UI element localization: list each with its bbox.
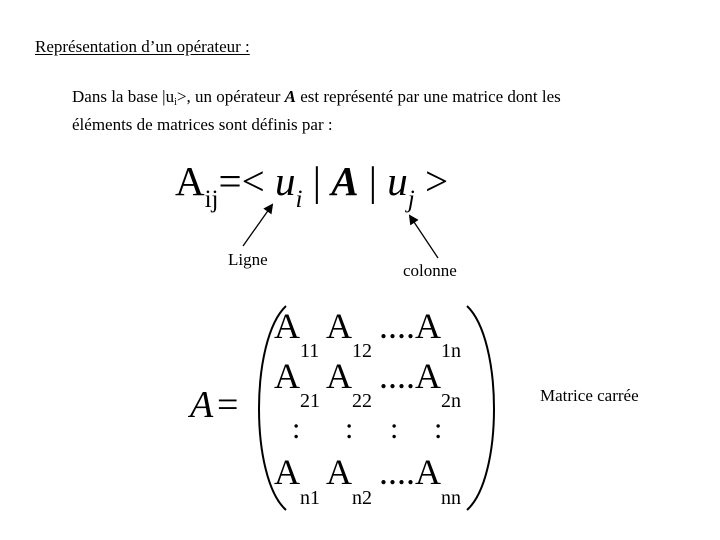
intro-line-2: éléments de matrices sont définis par :	[72, 115, 333, 134]
intro-after-text: est représenté par une matrice dont les	[295, 87, 561, 106]
colonne-label: colonne	[403, 261, 457, 280]
matrix-row2-col2-subscript: 22	[352, 390, 372, 412]
matrix-row2-col2-letter: A	[326, 356, 352, 396]
matrix-row2-coln-letter: A	[415, 356, 441, 396]
ligne-arrow	[243, 205, 272, 246]
matrix-row1-ellipsis: ....	[379, 306, 415, 346]
formula-separator-2: |	[358, 158, 388, 204]
matrix-equals: =	[217, 384, 239, 426]
matrix-row4-ellipsis: ....	[379, 452, 415, 492]
colonne-arrow	[410, 216, 438, 258]
formula-ket: u	[387, 158, 408, 204]
formula-open: =<	[218, 158, 276, 204]
formula-lhs: A	[175, 158, 205, 204]
intro-basis-subscript: i	[174, 97, 177, 108]
formula-bra-subscript: i	[295, 186, 303, 213]
formula-bra: u	[275, 158, 296, 204]
matrix-row2-col1-subscript: 21	[300, 390, 320, 412]
matrix-vdots-col2: :	[345, 412, 354, 445]
matrix-name: A	[190, 384, 214, 426]
formula-close: >	[414, 158, 449, 204]
matrix-row4-col1-subscript: n1	[300, 487, 320, 509]
intro-mid-text: >, un opérateur	[176, 87, 285, 106]
matrix-row1-col1-letter: A	[274, 306, 300, 346]
matrix-row2-coln-subscript: 2n	[441, 390, 461, 412]
formula-separator-1: |	[302, 158, 332, 204]
formula-operator: A	[331, 158, 359, 204]
matrix-row4-coln-subscript: nn	[441, 487, 461, 509]
intro-operator-symbol: A	[284, 87, 296, 106]
slide-title: Représentation d’un opérateur :	[35, 37, 250, 56]
formula-ket-subscript: j	[407, 186, 415, 213]
matrix-vdots-col1: :	[292, 412, 301, 445]
matrix-left-parenthesis	[259, 306, 286, 510]
matrix-row4-col1-letter: A	[274, 452, 300, 492]
ligne-label: Ligne	[228, 250, 268, 269]
matrice-carree-label: Matrice carrée	[540, 386, 639, 405]
matrix-row1-col1-subscript: 11	[300, 340, 320, 362]
matrix-row1-col2-subscript: 12	[352, 340, 372, 362]
matrix-row4-col2-subscript: n2	[352, 487, 372, 509]
matrix-vdots-coln: :	[434, 412, 443, 445]
matrix-row1-coln-subscript: 1n	[441, 340, 461, 362]
matrix-row2-col1-letter: A	[274, 356, 300, 396]
formula-lhs-subscript: ij	[204, 186, 219, 213]
matrix-right-parenthesis	[467, 306, 494, 510]
matrix-row1-coln-letter: A	[415, 306, 441, 346]
matrix-row4-coln-letter: A	[415, 452, 441, 492]
matrix-vdots-col3: :	[390, 412, 399, 445]
matrix-row2-ellipsis: ....	[379, 356, 415, 396]
matrix-row4-col2-letter: A	[326, 452, 352, 492]
intro-basis-text: Dans la base |u	[72, 87, 175, 106]
matrix-row1-col2-letter: A	[326, 306, 352, 346]
